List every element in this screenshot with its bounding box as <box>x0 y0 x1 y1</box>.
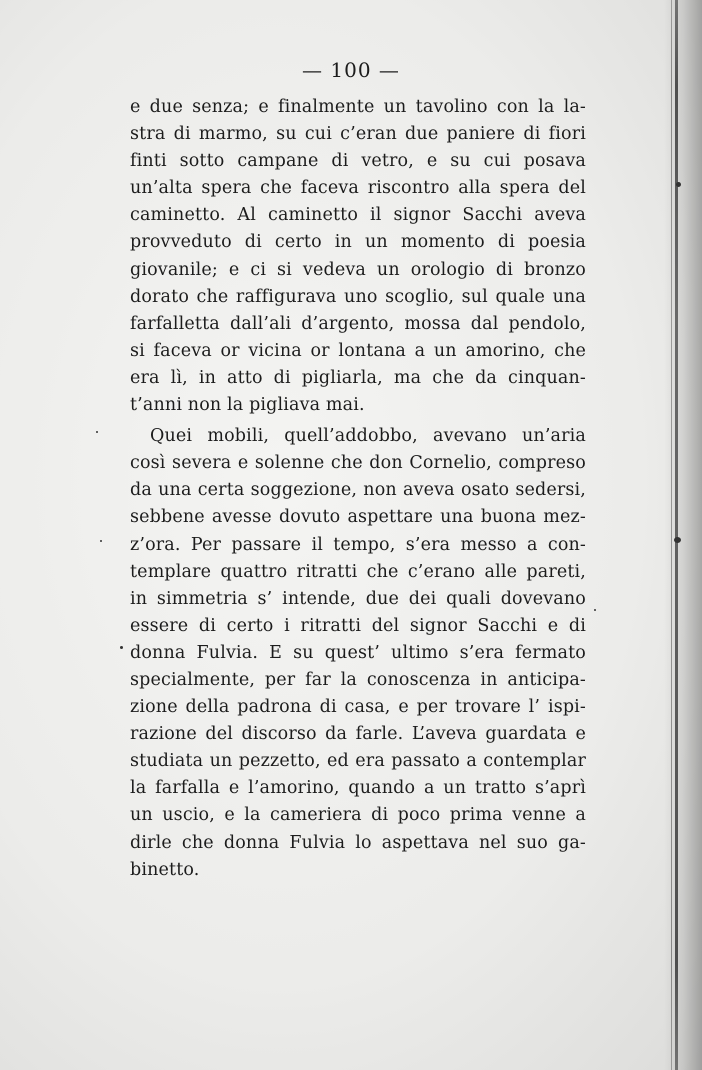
page-number: — 100 — <box>302 58 400 82</box>
text-line: stra di marmo, su cui c’eran due paniere di fiori <box>130 124 586 145</box>
text-line: da una certa soggezione, non aveva osato sedersi, <box>130 480 586 501</box>
paragraph-1 <box>130 94 586 419</box>
paragraph-2 <box>130 423 586 884</box>
paper-speck <box>594 609 596 611</box>
text-line: Quei mobili, quell’addobbo, avevano un’aria <box>150 426 586 447</box>
text-line: studiata un pezzetto, ed era passato a contemplar <box>130 751 586 772</box>
page-edge-line <box>675 0 678 1070</box>
text-line: sebbene avesse dovuto aspettare una buona mez- <box>130 507 586 528</box>
body-text <box>130 94 586 884</box>
text-line: era lì, in atto di pigliarla, ma che da cinquan- <box>130 367 586 388</box>
text-line: razione del discorso da farle. L’aveva guardata e <box>130 724 586 745</box>
text-line: in simmetria s’ intende, due dei quali dovevano <box>130 588 586 609</box>
text-line: un’alta spera che faceva riscontro alla spera del <box>130 178 586 199</box>
text-line: dirle che donna Fulvia lo aspettava nel suo ga- <box>130 832 586 853</box>
text-line: finti sotto campane di vetro, e su cui posava <box>130 151 586 172</box>
text-line: giovanile; e ci si vedeva un orologio di bronzo <box>130 259 586 280</box>
paper-speck <box>674 537 681 543</box>
text-line: zione della padrona di casa, e per trovare l’ ispi- <box>130 697 586 718</box>
paper-speck <box>100 540 102 542</box>
page-edge-line-inner <box>671 0 672 1070</box>
text-line: essere di certo i ritratti del signor Sacchi e di <box>130 615 586 636</box>
text-line: un uscio, e la cameriera di poco prima venne a <box>130 805 586 826</box>
text-line: si faceva or vicina or lontana a un amorino, che <box>130 340 586 361</box>
text-line: dorato che raffigurava uno scoglio, sul quale una <box>130 286 586 307</box>
text-line: specialmente, per far la conoscenza in anticipa- <box>130 669 586 690</box>
paper-speck <box>676 182 681 187</box>
text-line: t’anni non la pigliava mai. <box>130 395 365 416</box>
text-line: binetto. <box>130 859 200 880</box>
text-line: e due senza; e finalmente un tavolino con la la- <box>130 97 586 117</box>
page-edge-shadow <box>664 0 702 1070</box>
text-line: così severa e solenne che don Cornelio, compreso <box>130 453 586 474</box>
text-line: z’ora. Per passare il tempo, s’era messo a con- <box>130 534 586 555</box>
paper-speck <box>96 431 98 433</box>
text-line: farfalletta dall’ali d’argento, mossa dal pendolo, <box>130 313 586 334</box>
text-line: donna Fulvia. E su quest’ ultimo s’era fermato <box>130 642 586 663</box>
text-line: templare quattro ritratti che c’erano alle pareti, <box>130 561 586 582</box>
text-line: caminetto. Al caminetto il signor Sacchi aveva <box>130 205 586 226</box>
text-line: la farfalla e l’amorino, quando a un tratto s’aprì <box>130 778 586 799</box>
text-line: provveduto di certo in un momento di poesia <box>130 232 586 253</box>
paper-speck <box>120 646 123 649</box>
